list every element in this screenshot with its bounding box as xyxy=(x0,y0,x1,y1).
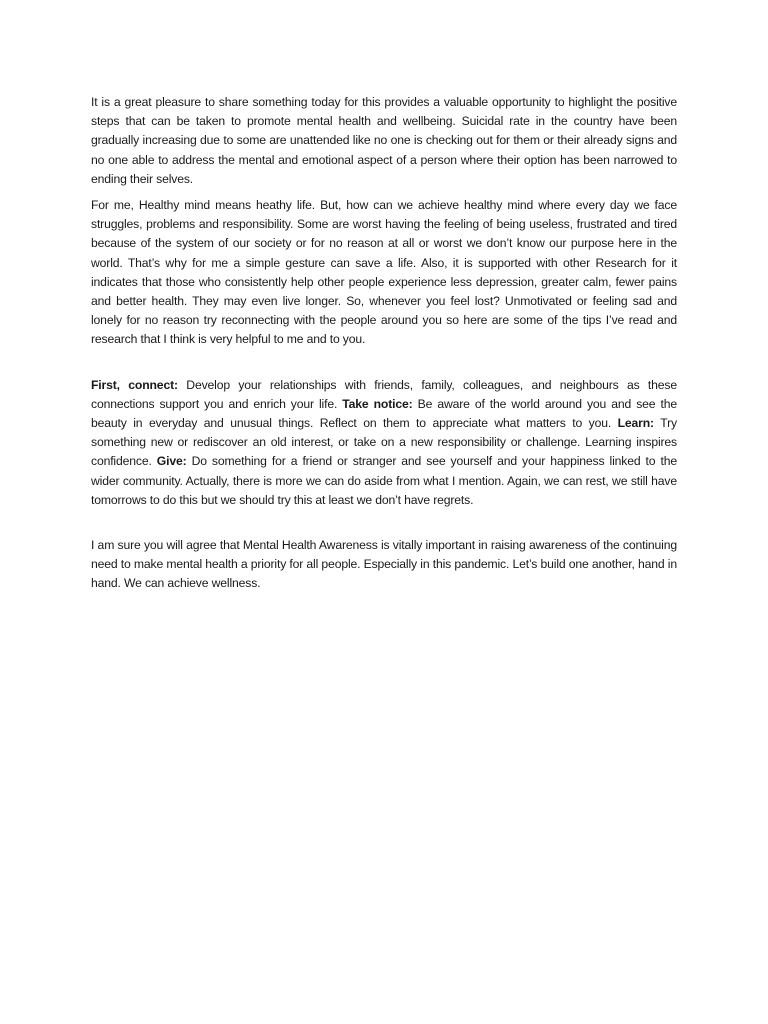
tip-connect-label: First, connect: xyxy=(91,377,178,392)
paragraph-tips xyxy=(91,376,677,510)
tip-give-text: Do something for a friend or stranger and see yourself and your happiness linked to the wider community. Actually, there is more we can do aside from what I mention. Again, we can rest, we still have tomorrows to do this but we should try this at least we don’t have regrets. xyxy=(91,454,677,507)
tip-learn-text: Try something new or rediscover an old interest, or take on a new responsibility or challenge. Learning inspires confidence. xyxy=(91,416,677,469)
document-body xyxy=(91,93,677,594)
tip-give-label: Give: xyxy=(156,454,187,469)
tip-notice-text: Be aware of the world around you and see the beauty in everyday and unusual things. Reflect on them to appreciate what matters to you. xyxy=(91,396,677,431)
tip-learn-label: Learn: xyxy=(617,416,654,431)
tip-notice-label: Take notice: xyxy=(342,396,413,411)
tip-connect-text: Develop your relationships with friends, family, colleagues, and neighbours as these connections support you and enrich your life. xyxy=(91,377,677,411)
paragraph-healthy-mind: For me, Healthy mind means heathy life. But, how can we achieve healthy mind where every day we face struggles, problems and responsibility. Some are worst having the feeling of being useless, frustrated and tired because of the system of our society or for no reason at all or worst we don’t know our purpose here in the world. That’s why for me a simple gesture can save a life. Also, it is supported with other Research for it indicates that those who consistently help other people experience less depression, greater calm, fewer pains and better health. They may even live longer. So, whenever you feel lost? Unmotivated or feeling sad and lonely for no reason try reconnecting with the people around you so here are some of the tips I’ve read and research that I think is very helpful to me and to you. xyxy=(91,198,677,347)
paragraph-conclusion: I am sure you will agree that Mental Health Awareness is vitally important in raising awareness of the continuing need to make mental health a priority for all people. Especially in this pandemic. Let’s build one another, hand in hand. We can achieve wellness. xyxy=(91,538,677,591)
paragraph-intro: It is a great pleasure to share something today for this provides a valuable opportunity to highlight the positive steps that can be taken to promote mental health and wellbeing. Suicidal rate in the country have been gradually increasing due to some are unattended like no one is checking out for them or their already signs and no one able to address the mental and emotional aspect of a person where their option has been narrowed to ending their selves. xyxy=(91,95,677,186)
